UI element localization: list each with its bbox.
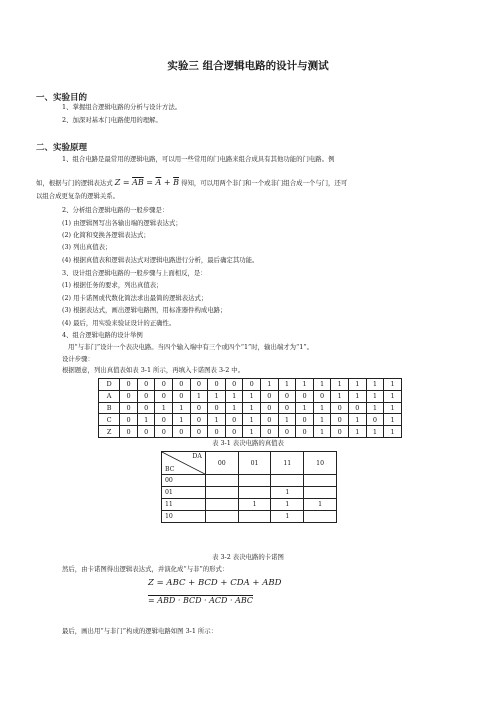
truth-table-cell: 0 [261,426,279,438]
truth-table-row-label: Z [99,426,120,438]
truth-table-cell: 1 [366,402,384,414]
paragraph: 3、设计组合逻辑电路的一般步骤与上面相反，是： [62,269,207,277]
truth-table-cell: 1 [155,402,173,414]
kmap-cell [238,475,271,487]
kmap-column-header: 11 [271,452,304,475]
truth-table-cell: 0 [173,426,191,438]
truth-table-cell: 0 [137,390,155,402]
truth-table-cell: 0 [331,414,349,426]
kmap-cell: 1 [271,487,304,499]
truth-table-cell: 1 [313,426,331,438]
truth-table-cell: 1 [331,379,349,391]
truth-table-row [99,426,402,438]
paragraph: 2、分析组合逻辑电路的一般步骤是： [62,206,169,214]
kmap-column-header: 01 [238,452,271,475]
truth-table-cell: 0 [331,402,349,414]
kmap-row-header: 11 [162,499,206,511]
truth-table-cell: 1 [243,414,261,426]
truth-table-cell: 1 [173,414,191,426]
truth-table-cell: 1 [243,426,261,438]
kmap-corner-top: DA [192,453,202,460]
paragraph: 用“与非门”设计一个表决电路。当四个输入端中有三个或四个“1”时，输出端才为“1”。 [68,343,314,351]
truth-table-cell: 0 [155,390,173,402]
truth-table-caption: 表 3-1 表决电路的真值表 [212,439,284,447]
truth-table-cell: 0 [190,402,208,414]
truth-table [98,378,402,438]
truth-table-cell: 1 [261,379,279,391]
truth-table-cell: 0 [278,426,296,438]
truth-table-cell: 1 [190,390,208,402]
truth-table-cell: 1 [225,390,243,402]
step-item: (4) 根据真值表和逻辑表达式对逻辑电路进行分析，最后确定其功能。 [62,256,259,264]
truth-table-cell: 0 [120,402,138,414]
kmap-row-header: 10 [162,511,206,523]
truth-table-cell: 0 [173,379,191,391]
kmap-cell [205,511,238,523]
kmap-cell [205,475,238,487]
step-item: (4) 最后，用实验来验证设计的正确性。 [62,319,176,327]
kmap-cell: 1 [304,499,337,511]
truth-table-cell: 0 [331,426,349,438]
truth-table-cell: 1 [366,379,384,391]
truth-table-cell: 0 [208,402,226,414]
truth-table-row [99,390,402,402]
truth-table-cell: 0 [261,390,279,402]
kmap-row [162,499,337,511]
page-title: 实验三 组合逻辑电路的设计与测试 [167,60,329,72]
truth-table-row [99,414,402,426]
paragraph: 1、组合电路是最常用的逻辑电路，可以用一些常用的门电路来组合成具有其他功能的门电路。例 [62,155,335,163]
kmap-row-header: 01 [162,487,206,499]
truth-table-cell: 0 [296,426,314,438]
step-item: (1) 由逻辑图写出各输出端的逻辑表达式； [62,219,182,227]
truth-table-cell: 1 [366,390,384,402]
truth-table-cell: 1 [208,390,226,402]
truth-table-cell: 0 [278,390,296,402]
truth-table-cell: 1 [313,379,331,391]
truth-table-cell: 1 [384,402,402,414]
truth-table-cell: 0 [120,379,138,391]
truth-table-cell: 1 [313,414,331,426]
truth-table-cell: 0 [155,379,173,391]
truth-table-cell: 1 [278,379,296,391]
step-item: (3) 列出真值表； [62,243,112,251]
truth-table-cell: 1 [384,414,402,426]
step-item: (1) 根据任务的要求，列出真值表； [62,281,163,289]
truth-table-cell: 0 [120,390,138,402]
truth-table-cell: 0 [261,402,279,414]
kmap-cell [205,499,238,511]
truth-table-cell: 0 [120,426,138,438]
truth-table-cell: 1 [296,379,314,391]
truth-table-cell: 0 [225,379,243,391]
kmap-cell [238,511,271,523]
truth-table-row-label: D [99,379,120,391]
paragraph: 最后，画出用“与非门”构成的逻辑电路如图 3-1 所示： [62,627,218,635]
paragraph-text: 得知，可以用两个非门和一个或非门组合成一个与门，还可 [181,179,348,187]
truth-table-cell: 1 [243,402,261,414]
objective-item: 2、加深对基本门电路使用的理解。 [62,116,162,124]
kmap-row [162,511,337,523]
nand-form-equation: = ABD · BCD · ACD · ABC [148,596,254,605]
paragraph: 设计步骤： [62,355,94,363]
section-heading-principles: 二、实验原理 [36,143,88,153]
truth-table-cell: 1 [384,390,402,402]
truth-table-cell: 0 [349,402,367,414]
truth-table-cell: 1 [313,402,331,414]
sum-of-products-equation: Z = ABC + BCD + CDA + ABD [148,578,282,588]
step-item: (2) 用卡诺图或代数化简法求出最简的逻辑表达式； [62,294,208,302]
truth-table-row-label: B [99,402,120,414]
truth-table-cell: 1 [384,379,402,391]
truth-table-cell: 0 [137,379,155,391]
paragraph-text: 如，根据与门的逻辑表达式 [36,179,113,187]
paragraph: 以组合成更复杂的逻辑关系。 [36,192,120,200]
truth-table-row-label: A [99,390,120,402]
truth-table-cell: 1 [331,390,349,402]
paragraph: 根据题意，列出真值表如表 3-1 所示，再填入卡诺图表 3-2 中。 [62,366,245,374]
karnaugh-map [161,451,337,523]
step-item: (2) 化简和变换各逻辑表达式； [62,231,150,239]
truth-table-cell: 1 [173,402,191,414]
truth-table-cell: 0 [155,414,173,426]
section-heading-objectives: 一、实验目的 [36,93,88,103]
truth-table-cell: 0 [243,379,261,391]
truth-table-cell: 0 [173,390,191,402]
truth-table-cell: 1 [208,414,226,426]
truth-table-cell: 1 [349,379,367,391]
truth-table-cell: 0 [137,426,155,438]
kmap-row [162,487,337,499]
truth-table-cell: 0 [296,390,314,402]
kmap-cell: 1 [271,511,304,523]
truth-table-cell: 0 [313,390,331,402]
objective-item: 1、掌握组合逻辑电路的分析与设计方法。 [62,103,182,111]
kmap-cell [271,475,304,487]
truth-table-cell: 1 [137,414,155,426]
truth-table-row-label: C [99,414,120,426]
truth-table-cell: 0 [225,414,243,426]
truth-table-cell: 0 [278,402,296,414]
truth-table-cell: 0 [208,379,226,391]
truth-table-cell: 0 [155,426,173,438]
kmap-corner-bottom: BC [165,466,175,473]
paragraph: 然后，由卡诺图得出逻辑表达式，并演化成“与非”的形式： [62,565,229,573]
kmap-row [162,475,337,487]
truth-table-row [99,379,402,391]
truth-table-cell: 0 [366,414,384,426]
and-gate-formula: $Z = \overline{AB} = \overline{A} + \overline{B}$ [114,178,180,187]
kmap-cell [304,511,337,523]
truth-table-cell: 1 [349,414,367,426]
truth-table-row [99,402,402,414]
kmap-cell [304,475,337,487]
kmap-caption: 表 3-2 表决电路的卡诺图 [212,553,284,561]
truth-table-cell: 1 [225,402,243,414]
truth-table-cell: 0 [225,426,243,438]
paragraph: 4、组合逻辑电路的设计举例 [62,331,143,339]
kmap-cell: 1 [238,499,271,511]
step-item: (3) 根据表达式，画出逻辑电路图，用标准器件构成电路； [62,306,227,314]
truth-table-cell: 1 [296,402,314,414]
kmap-cell: 1 [271,499,304,511]
kmap-cell [205,487,238,499]
kmap-column-header: 10 [304,452,337,475]
truth-table-cell: 1 [384,426,402,438]
kmap-cell [304,487,337,499]
truth-table-cell: 0 [208,426,226,438]
truth-table-cell: 1 [366,426,384,438]
kmap-column-header: 00 [205,452,238,475]
kmap-cell [238,487,271,499]
truth-table-cell: 0 [120,414,138,426]
truth-table-cell: 1 [349,426,367,438]
truth-table-cell: 0 [190,426,208,438]
truth-table-cell: 1 [349,390,367,402]
truth-table-cell: 0 [296,414,314,426]
truth-table-cell: 0 [190,379,208,391]
truth-table-cell: 1 [243,390,261,402]
paragraph-with-formula [36,178,347,188]
kmap-row-header: 00 [162,475,206,487]
truth-table-cell: 0 [261,414,279,426]
kmap-corner [162,452,206,475]
truth-table-cell: 0 [190,414,208,426]
truth-table-cell: 1 [278,414,296,426]
truth-table-cell: 0 [137,402,155,414]
